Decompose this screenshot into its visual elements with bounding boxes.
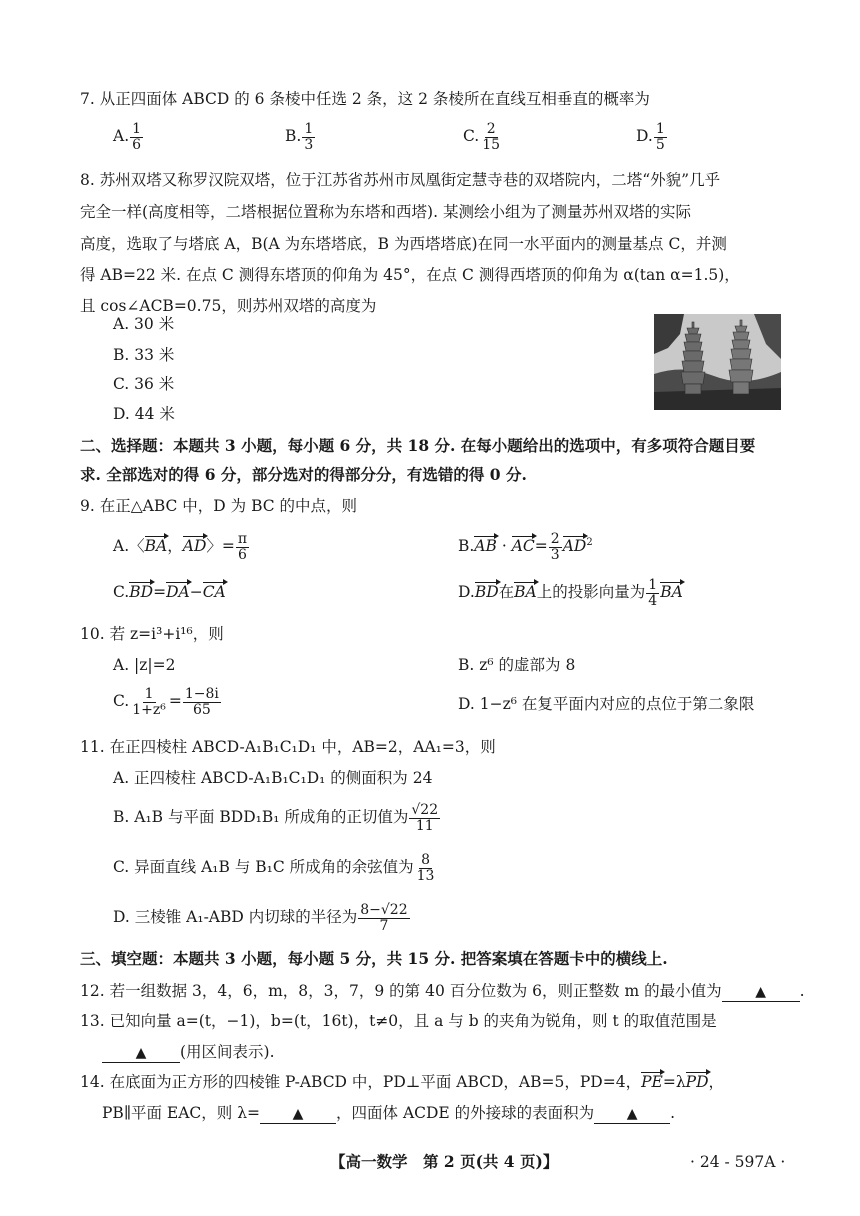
q9-option-d: D.BD在BA上的投影向量为 $\frac{1}{4}$ BA (458, 577, 683, 609)
q10-option-a: A. |z|=2 (113, 656, 176, 674)
paper-code: · 24 - 597A · (690, 1153, 786, 1171)
section-3-heading: 三、填空题：本题共 3 小题，每小题 5 分，共 15 分. 把答案填在答题卡中的横线上. (80, 949, 668, 968)
q10-option-b: B. z⁶ 的虚部为 8 (458, 656, 576, 674)
vector-BA: BA (514, 583, 537, 602)
q11-option-d: D. 三棱锥 A₁-ABD 内切球的半径为 $\frac{8-√22}{7}$ (113, 902, 408, 934)
q11-option-a: A. 正四棱柱 ABCD-A₁B₁C₁D₁ 的侧面积为 24 (113, 769, 433, 787)
vector-PE: PE (641, 1073, 663, 1091)
vector-AB: AB (474, 537, 497, 556)
q10-option-c: C. $\frac{1}{\text{1+z⁶}}$ = $\frac{1-8i}{65}$ (113, 686, 219, 718)
q11-stem: 11. 在正四棱柱 ABCD-A₁B₁C₁D₁ 中，AB=2，AA₁=3，则 (80, 738, 496, 756)
fraction: $\frac{2}{15}$ (482, 121, 501, 153)
vector-PD: PD (685, 1073, 709, 1091)
q8-line-4: 得 AB=22 米. 在点 C 测得东塔顶的仰角为 45°，在点 C 测得西塔顶的仰角为 α(tan α=1.5)， (80, 266, 740, 284)
vector-AD: AD (182, 537, 207, 556)
vector-CA: CA (202, 583, 226, 601)
fraction: $\frac{√22}{11}$ (411, 802, 439, 834)
q8-option-b: B. 33 米 (113, 346, 175, 364)
q8-option-c: C. 36 米 (113, 375, 175, 393)
vector-DA: DA (166, 583, 190, 601)
fraction: $\frac{1}{5}$ (655, 121, 665, 153)
fraction: $\frac{8-√22}{7}$ (360, 902, 408, 934)
vector-BA: BA (660, 583, 683, 602)
q11-option-b: B. A₁B 与平面 BDD₁B₁ 所成角的正切值为 $\frac{√22}{11}$ (113, 802, 439, 834)
q8-line-5: 且 cos∠ACB=0.75，则苏州双塔的高度为 (80, 297, 377, 315)
q9-option-b: B.AB · AC= $\frac{2}{3}$ $AD^2$ (458, 531, 593, 563)
fraction: $\frac{1}{\text{1+z⁶}}$ (132, 686, 166, 718)
fraction: $\frac{2}{3}$ (550, 531, 560, 563)
fraction: $\frac{1-8i}{65}$ (184, 686, 219, 718)
vector-BA: BA (144, 537, 168, 556)
vector-BD: BD (474, 583, 499, 602)
fraction: $\frac{1}{3}$ (304, 121, 314, 153)
fraction: $\frac{8}{13}$ (416, 852, 435, 884)
q14-line-2: PB∥平面 EAC，则 λ= ▲ ，四面体 ACDE 的外接球的表面积为 ▲ . (102, 1104, 676, 1122)
q8-line-3: 高度，选取了与塔底 A，B(A 为东塔塔底，B 为西塔塔底)在同一水平面内的测量基点 C，并测 (80, 235, 727, 253)
q7-option-b: B. $\frac{1}{3}$ (285, 121, 314, 153)
answer-blank[interactable]: ▲ (102, 1043, 180, 1063)
q7-stem: 7. 从正四面体 ABCD 的 6 条棱中任选 2 条，这 2 条棱所在直线互相垂直的概率为 (80, 90, 650, 108)
q13-line-2: ▲ (用区间表示). (102, 1043, 275, 1063)
q7-option-c: C. $\frac{2}{15}$ (463, 121, 501, 153)
q12-line: 12. 若一组数据 3，4，6，m，8，3，7，9 的第 40 百分位数为 6，则正整数 m 的最小值为 ▲ . (80, 982, 805, 1000)
fraction: $\frac{\pi}{6}$ (237, 531, 248, 563)
q7-option-d: D. $\frac{1}{5}$ (636, 121, 665, 153)
section-2-heading-line-1: 二、选择题：本题共 3 小题，每小题 6 分，共 18 分. 在每小题给出的选项中，有多项符合题目要 (80, 436, 756, 455)
q7-option-a: A. $\frac{1}{6}$ (113, 121, 142, 153)
twin-pagodas-photo (654, 314, 781, 410)
q8-option-d: D. 44 米 (113, 405, 175, 423)
vector-BD: BD (129, 583, 154, 601)
q8-option-a: A. 30 米 (113, 315, 175, 333)
q9-stem: 9. 在正△ABC 中，D 为 BC 的中点，则 (80, 497, 358, 515)
fraction: $\frac{1}{4}$ (648, 577, 658, 609)
q13-line-1: 13. 已知向量 a=(t，−1)，b=(t，16t)，t≠0，且 a 与 b 的夹角为锐角，则 t 的取值范围是 (80, 1012, 717, 1030)
q9-option-a: A.〈BA，AD〉= $\frac{\pi}{6}$ (113, 531, 248, 563)
page-footer: 【高一数学 第 2 页(共 4 页)】 (330, 1152, 559, 1171)
vector-AD: AD (562, 537, 587, 556)
q8-line-2: 完全一样(高度相等，二塔根据位置称为东塔和西塔). 某测绘小组为了测量苏州双塔的实际 (80, 203, 691, 221)
answer-blank[interactable]: ▲ (594, 1104, 670, 1124)
fraction: $\frac{1}{6}$ (132, 121, 142, 153)
q10-option-d: D. 1−z⁶ 在复平面内对应的点位于第二象限 (458, 695, 755, 713)
twin-pagodas-illustration (654, 314, 781, 410)
q14-line-1: 14. 在底面为正方形的四棱锥 P-ABCD 中，PD⊥平面 ABCD，AB=5，PD=4，PE=λPD， (80, 1073, 725, 1091)
q8-line-1: 8. 苏州双塔又称罗汉院双塔，位于江苏省苏州市凤凰街定慧寺巷的双塔院内，二塔“外貌”几乎 (80, 171, 721, 189)
vector-AC: AC (511, 537, 535, 556)
q11-option-c: C. 异面直线 A₁B 与 B₁C 所成角的余弦值为 $\frac{8}{13}$ (113, 852, 435, 884)
q9-option-c: C.BD=DA−CA (113, 583, 226, 601)
q10-stem: 10. 若 z=i³+i¹⁶，则 (80, 625, 224, 643)
section-2-heading-line-2: 求. 全部选对的得 6 分，部分选对的得部分分，有选错的得 0 分. (80, 465, 527, 484)
answer-blank[interactable]: ▲ (722, 982, 800, 1002)
answer-blank[interactable]: ▲ (260, 1104, 336, 1124)
